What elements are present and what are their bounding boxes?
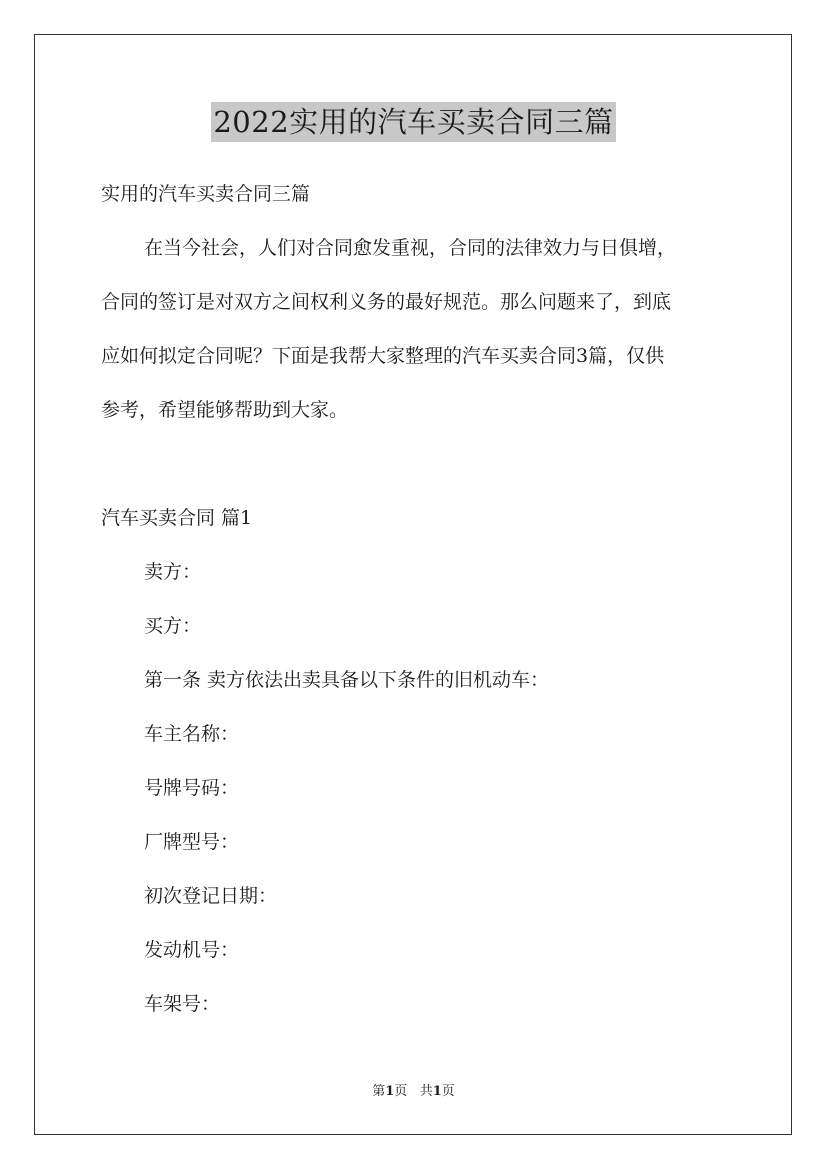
intro-line-1: 在当今社会，人们对合同愈发重视，合同的法律效力与日俱增， — [144, 237, 677, 259]
document-title: 2022实用的汽车买卖合同三篇 — [211, 102, 615, 142]
field-buyer: 买方： — [144, 615, 202, 637]
field-brand-model: 厂牌型号： — [144, 831, 240, 853]
footer-page-number: 1 — [385, 1084, 395, 1099]
section-heading: 汽车买卖合同 篇1 — [101, 507, 253, 529]
footer-total-suffix: 页 — [441, 1084, 455, 1099]
clause-one: 第一条 卖方依法出卖具备以下条件的旧机动车： — [144, 669, 550, 691]
intro-line-4: 参考，希望能够帮助到大家。 — [101, 399, 349, 421]
intro-line-2: 合同的签订是对双方之间权利义务的最好规范。那么问题来了，到底 — [101, 291, 672, 313]
field-frame-number: 车架号： — [144, 993, 221, 1015]
footer-page-suffix: 页 — [394, 1084, 408, 1099]
field-first-registration-date: 初次登记日期： — [144, 885, 278, 907]
field-owner-name: 车主名称： — [144, 723, 240, 745]
field-seller: 卖方： — [144, 561, 202, 583]
footer-total-pages: 1 — [432, 1084, 442, 1099]
page-footer — [0, 1083, 827, 1101]
title-container — [0, 102, 827, 142]
document-subtitle: 实用的汽车买卖合同三篇 — [101, 183, 311, 205]
intro-line-3: 应如何拟定合同呢？下面是我帮大家整理的汽车买卖合同3篇，仅供 — [101, 345, 665, 367]
field-engine-number: 发动机号： — [144, 939, 240, 961]
footer-total-prefix: 共 — [419, 1084, 433, 1099]
field-plate-number: 号牌号码： — [144, 777, 240, 799]
footer-page-prefix: 第 — [372, 1084, 386, 1099]
